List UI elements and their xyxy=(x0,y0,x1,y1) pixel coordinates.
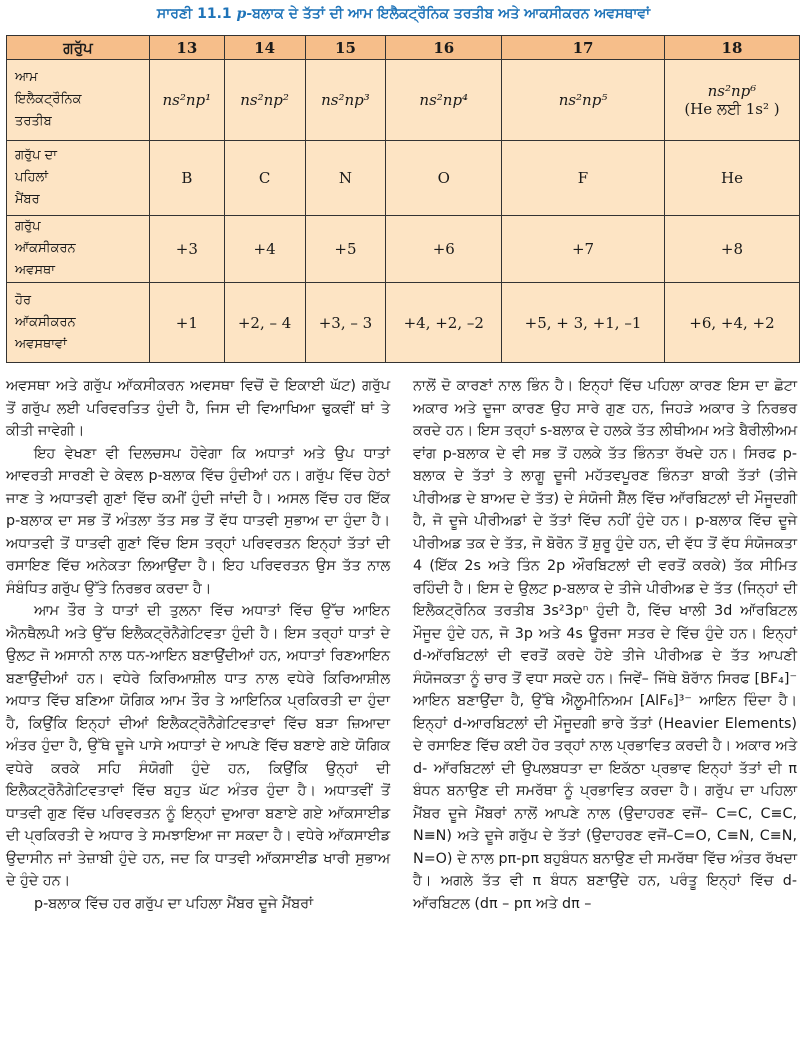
row-label xyxy=(7,60,150,141)
header-group-14: 14 xyxy=(224,36,305,60)
table-row-electronic-config xyxy=(7,60,800,141)
right-text-column xyxy=(413,375,797,915)
header-group-17: 17 xyxy=(502,36,665,60)
row-label-line: ਪਹਿਲਾਂ xyxy=(15,170,49,185)
row-label-line: ਆੱਕਸੀਕਰਨ xyxy=(15,241,76,256)
left-text-column xyxy=(6,375,390,915)
paragraph: ਅਵਸਥਾ ਅਤੇ ਗਰੁੱਪ ਆੱਕਸੀਕਰਨ ਅਵਸਥਾ ਵਿਚੋਂ ਦੋ ਇਕਾਈ ਘੱਟ) ਗਰੁੱਪ ਤੋਂ ਗਰੁੱਪ ਲਈ ਪਰਿਵਰਤਿਤ ਹੁੰਦੀ ਹੈ, ਜਿਸ ਦੀ ਵਿਆਖਿਆ ਢੁਕਵੀਂ ਥਾਂ ਤੇ ਕੀਤੀ ਜਾਵੇਗੀ। xyxy=(6,378,390,439)
header-group-label: ਗਰੁੱਪ xyxy=(7,36,150,60)
table-header-row xyxy=(7,36,800,60)
table-cell: ns²np² xyxy=(224,60,305,141)
table-cell: B xyxy=(150,141,225,216)
header-group-18: 18 xyxy=(664,36,799,60)
table-row-first-member xyxy=(7,141,800,216)
row-label-line: ਤਰਤੀਬ xyxy=(15,114,52,129)
table-cell: C xyxy=(224,141,305,216)
table-cell xyxy=(664,60,799,141)
table-cell: +3 xyxy=(150,216,225,283)
table-cell: +3, – 3 xyxy=(305,283,386,363)
row-label-line: ਗਰੁੱਪ ਦਾ xyxy=(15,148,57,163)
header-group-15: 15 xyxy=(305,36,386,60)
paragraph: ਨਾਲੋਂ ਦੋ ਕਾਰਣਾਂ ਨਾਲ ਭਿੰਨ ਹੈ। ਇਨ੍ਹਾਂ ਵਿੱਚ ਪਹਿਲਾ ਕਾਰਣ ਇਸ ਦਾ ਛੋਟਾ ਅਕਾਰ ਅਤੇ ਦੂਜਾ ਕਾਰਣ ਉਹ ਸਾਰੇ ਗੁਣ ਹਨ, ਜਿਹੜੇ ਅਕਾਰ ਤੇ ਨਿਰਭਰ ਕਰਦੇ ਹਨ। ਇਸ ਤਰ੍ਹਾਂ s-ਬਲਾਕ ਦੇ ਹਲਕੇ ਤੱਤ ਲੀਥੀਅਮ ਅਤੇ ਬੈਰੀਲੀਅਮ ਵਾਂਗ p-ਬਲਾਕ ਦੇ ਵੀ ਸਭ ਤੋਂ ਹਲਕੇ ਤੱਤ ਭਿੰਨਤਾ ਰੱਖਦੇ ਹਨ। ਸਿਰਫ p-ਬਲਾਕ ਦੇ ਤੱਤਾਂ ਤੇ ਲਾਗੂ ਦੂਜੀ ਮਹੱਤਵਪੂਰਣ ਭਿੰਨਤਾ ਬਾਕੀ ਤੱਤਾਂ (ਤੀਜੇ ਪੀਰੀਅਡ ਦੇ ਬਾਅਦ ਦੇ ਤੱਤ) ਦੇ ਸੰਯੋਜੀ ਸ਼ੈੱਲ ਵਿੱਚ ਆੱਰਬਿਟਲਾਂ ਦੀ ਮੌਜੂਦਗੀ ਹੈ, ਜੋ ਦੂਜੇ ਪੀਰੀਅਡਾਂ ਦੇ ਤੱਤਾਂ ਵਿੱਚ ਨਹੀਂ ਹੁੰਦੇ ਹਨ। p-ਬਲਾਕ ਵਿੱਚ ਦੂਜੇ ਪੀਰੀਅਡ ਤਕ ਦੇ ਤੱਤ, ਜੋ ਬੋਰੋਨ ਤੋਂ ਸ਼ੁਰੂ ਹੁੰਦੇ ਹਨ, ਦੀ ਵੱਧ ਤੋਂ ਵੱਧ ਸੰਯੋਜਕਤਾ 4 (ਇੱਕ 2s ਅਤੇ ਤਿੰਨ 2p ਔਰਬਿਟਲਾਂ ਦੀ ਵਰਤੋਂ ਕਰਕੇ) ਤੱਕ ਸੀਮਿਤ ਰਹਿੰਦੀ ਹੈ। ਇਸ ਦੇ ਉਲਟ p-ਬਲਾਕ ਦੇ ਤੀਜੇ ਪੀਰੀਅਡ ਦੇ ਤੱਤ (ਜਿਨ੍ਹਾਂ ਦੀ ਇਲੈਕਟ੍ਰੋਨਿਕ ਤਰਤੀਬ 3s²3pⁿ ਹੁੰਦੀ ਹੈ, ਵਿੱਚ ਖਾਲੀ 3d ਆੱਰਬਿਟਲ ਮੌਜੂਦ ਹੁੰਦੇ ਹਨ, ਜੋ 3p ਅਤੇ 4s ਊਰਜਾ ਸਤਰ ਦੇ ਵਿੱਚ ਹੁੰਦੇ ਹਨ। ਇਨ੍ਹਾਂ d-ਆੱਰਬਿਟਲਾਂ ਦੀ ਵਰਤੋਂ ਕਰਦੇ ਹੋਏ ਤੀਜੇ ਪੀਰੀਅਡ ਦੇ ਤੱਤ ਆਪਣੀ ਸੰਯੋਜਕਤਾ ਨੂੰ ਚਾਰ ਤੋਂ ਵਧਾ ਸਕਦੇ ਹਨ। ਜਿਵੇਂ– ਜਿੱਥੇ ਬੋਰਾੱਨ ਸਿਰਫ [BF₄]⁻ ਆਇਨ ਬਣਾਉਂਦਾ ਹੈ, ਉੱਥੇ ਐਲੂਮੀਨਿਅਮ [AlF₆]³⁻ ਆਇਨ ਦਿੰਦਾ ਹੈ। ਇਨ੍ਹਾਂ d-ਆਰਬਿਟਲਾਂ ਦੀ ਮੌਜੂਦਗੀ ਭਾਰੇ ਤੱਤਾਂ (Heavier Elements) ਦੇ ਰਸਾਇਣ ਵਿੱਚ ਕਈ ਹੋਰ ਤਰ੍ਹਾਂ ਨਾਲ ਪ੍ਰਭਾਵਿਤ ਕਰਦੀ ਹੈ। ਅਕਾਰ ਅਤੇ d- ਆੱਰਬਿਟਲਾਂ ਦੀ ਉਪਲਬਧਤਾ ਦਾ ਇਕੱਠਾ ਪ੍ਰਭਾਵ ਇਨ੍ਹਾਂ ਤੱਤਾਂ ਦੀ π ਬੰਧਨ ਬਨਾਉਣ ਦੀ ਸਮਰੱਥਾ ਨੂੰ ਪ੍ਰਭਾਵਿਤ ਕਰਦਾ ਹੈ। ਗਰੁੱਪ ਦਾ ਪਹਿਲਾ ਮੈਂਬਰ ਦੂਜੇ ਮੈਂਬਰਾਂ ਨਾਲੋਂ ਆਪਣੇ ਨਾਲ (ਉਦਾਹਰਣ ਵਜੋਂ– C=C, C≡C, N≡N) ਅਤੇ ਦੂਜੇ ਗਰੁੱਪ ਦੇ ਤੱਤਾਂ (ਉਦਾਹਰਣ ਵਜੋਂ–C=O, C≡N, C≡N, N=O) ਦੇ ਨਾਲ pπ-pπ ਬਹੁਬੰਧਨ ਬਨਾਉਣ ਦੀ ਸਮਰੱਥਾ ਵਿੱਚ ਅੰਤਰ ਰੱਖਦਾ ਹੈ। ਅਗਲੇ ਤੱਤ ਵੀ π ਬੰਧਨ ਬਣਾਉਂਦੇ ਹਨ, ਪਰੰਤੂ ਇਨ੍ਹਾਂ ਵਿੱਚ d-ਆੱਰਬਿਟਲ (dπ – pπ ਅਤੇ dπ – xyxy=(413,378,797,912)
row-label xyxy=(7,216,150,283)
row-label xyxy=(7,141,150,216)
header-group-13: 13 xyxy=(150,36,225,60)
table-cell: He xyxy=(664,141,799,216)
table-cell: +5, + 3, +1, –1 xyxy=(502,283,665,363)
table-cell: +6 xyxy=(386,216,502,283)
table-cell: ns²np⁴ xyxy=(386,60,502,141)
config-value: ns²np⁶ xyxy=(707,82,757,100)
table-cell: ns²np⁵ xyxy=(502,60,665,141)
row-label-line: ਹੋਰ xyxy=(15,292,32,308)
row-label xyxy=(7,283,150,363)
caption-label: ਸਾਰਣੀ 11.1 xyxy=(156,6,232,22)
table-cell: ns²np¹ xyxy=(150,60,225,141)
table-cell: +5 xyxy=(305,216,386,283)
caption-italic-term: p- xyxy=(236,6,253,22)
row-label-line: ਆਮ xyxy=(15,70,38,85)
table-row-other-oxidation-states xyxy=(7,283,800,363)
row-label-line: ਇਲੈਕਟ੍ਰੌਨਿਕ xyxy=(15,92,82,107)
table-row-group-oxidation-state xyxy=(7,216,800,283)
paragraph: ਇਹ ਵੇਖਣਾ ਵੀ ਦਿਲਚਸਪ ਹੋਵੇਗਾ ਕਿ ਅਧਾਤਾਂ ਅਤੇ ਉਪ ਧਾਤਾਂ ਆਵਰਤੀ ਸਾਰਣੀ ਦੇ ਕੇਵਲ p-ਬਲਾਕ ਵਿੱਚ ਹੁੰਦੀਆਂ ਹਨ। ਗਰੁੱਪ ਵਿੱਚ ਹੇਠਾਂ ਜਾਣ ਤੇ ਅਧਾਤਵੀ ਗੁਣਾਂ ਵਿੱਚ ਕਮੀਂ ਹੁੰਦੀ ਜਾਂਦੀ ਹੈ। ਅਸਲ ਵਿੱਚ ਹਰ ਇੱਕ p-ਬਲਾਕ ਦਾ ਸਭ ਤੋਂ ਅੰਤਲਾ ਤੱਤ ਸਭ ਤੋਂ ਵੱਧ ਧਾਤਵੀ ਸੁਭਾਅ ਦਾ ਹੁੰਦਾ ਹੈ। ਅਧਾਤਵੀ ਤੋਂ ਧਾਤਵੀ ਗੁਣਾਂ ਵਿੱਚ ਇਸ ਤਰ੍ਹਾਂ ਪਰਿਵਰਤਨ ਇਨ੍ਹਾਂ ਤੱਤਾਂ ਦੀ ਰਸਾਇਣ ਵਿੱਚ ਅਨੇਕਤਾ ਲਿਆਉਂਦਾ ਹੈ। ਇਹ ਪਰਿਵਰਤਨ ਉਸ ਤੱਤ ਨਾਲ ਸੰਬੰਧਿਤ ਗਰੁੱਪ ਉੱਤੇ ਨਿਰਭਰ ਕਰਦਾ ਹੈ। xyxy=(6,445,390,597)
row-label-line: ਗਰੁੱਪ xyxy=(15,219,41,234)
p-block-table xyxy=(6,35,800,363)
table-caption xyxy=(0,6,807,22)
helium-note: (He ਲਈ 1s² ) xyxy=(684,100,780,118)
table-cell: +7 xyxy=(502,216,665,283)
table-cell: N xyxy=(305,141,386,216)
header-group-16: 16 xyxy=(386,36,502,60)
table-cell: +4 xyxy=(224,216,305,283)
row-label-line: ਅਵਸਥਾਵਾਂ xyxy=(15,336,67,352)
paragraph: p-ਬਲਾਕ ਵਿੱਚ ਹਰ ਗਰੁੱਪ ਦਾ ਪਹਿਲਾ ਮੈਂਬਰ ਦੂਜੇ ਮੈਂਬਰਾਂ xyxy=(34,895,314,912)
row-label-line: ਆੱਕਸੀਕਰਨ xyxy=(15,314,76,330)
paragraph: ਆਮ ਤੌਰ ਤੇ ਧਾਤਾਂ ਦੀ ਤੁਲਨਾ ਵਿੱਚ ਅਧਾਤਾਂ ਵਿੱਚ ਉੱਚ ਆਇਨ ਐਨਥੈਲਪੀ ਅਤੇ ਉੱਚ ਇਲੈਕਟ੍ਰੋਨੈਗੇਟਿਵਤਾ ਹੁੰਦੀ ਹੈ। ਇਸ ਤਰ੍ਹਾਂ ਧਾਤਾਂ ਦੇ ਉਲਟ ਜੋ ਅਸਾਨੀ ਨਾਲ ਧਨ-ਆਇਨ ਬਣਾਉਂਦੀਆਂ ਹਨ, ਅਧਾਤਾਂ ਰਿਣਆਇਨ ਬਣਾਉਂਦੀਆਂ ਹਨ। ਵਧੇਰੇ ਕਿਰਿਆਸ਼ੀਲ ਧਾਤ ਨਾਲ ਵਧੇਰੇ ਕਿਰਿਆਸ਼ੀਲ ਅਧਾਤ ਵਿੱਚ ਬਣਿਆ ਯੋਗਿਕ ਆਮ ਤੌਰ ਤੇ ਆਇਨਿਕ ਪ੍ਰਕਿਰਤੀ ਦਾ ਹੁੰਦਾ ਹੈ, ਕਿਉਂਕਿ ਇਨ੍ਹਾਂ ਦੀਆਂ ਇਲੈਕਟ੍ਰੋਨੈਗੇਟਿਵਤਾਵਾਂ ਵਿੱਚ ਬੜਾ ਜ਼ਿਆਦਾ ਅੰਤਰ ਹੁੰਦਾ ਹੈ, ਉੱਥੇ ਦੂਜੇ ਪਾਸੇ ਅਧਾਤਾਂ ਦੇ ਆਪਣੇ ਵਿੱਚ ਬਣਾਏ ਗਏ ਯੋਗਿਕ ਵਧੇਰੇ ਕਰਕੇ ਸਹਿ ਸੰਯੋਗੀ ਹੁੰਦੇ ਹਨ, ਕਿਉਂਕਿ ਉਨ੍ਹਾਂ ਦੀ ਇਲੈਕਟ੍ਰੋਨੈਗੇਟਿਵਤਾਵਾਂ ਵਿੱਚ ਬਹੁਤ ਘੱਟ ਅੰਤਰ ਹੁੰਦਾ ਹੈ। ਅਧਾਤਵੀਂ ਤੋਂ ਧਾਤਵੀ ਗੁਣ ਵਿੱਚ ਪਰਿਵਰਤਨ ਨੂੰ ਇਨ੍ਹਾਂ ਦੁਆਰਾ ਬਣਾਏ ਗਏ ਆੱਕਸਾਈਡ ਦੀ ਪ੍ਰਕਿਰਤੀ ਦੇ ਅਧਾਰ ਤੇ ਸਮਝਾਇਆ ਜਾ ਸਕਦਾ ਹੈ। ਵਧੇਰੇ ਆੱਕਸਾਈਡ ਉਦਾਸੀਨ ਜਾਂ ਤੇਜ਼ਾਬੀ ਹੁੰਦੇ ਹਨ, ਜਦ ਕਿ ਧਾਤਵੀ ਆੱਕਸਾਈਡ ਖਾਰੀ ਸੁਭਾਅ ਦੇ ਹੁੰਦੇ ਹਨ। xyxy=(6,603,390,889)
table-cell: +6, +4, +2 xyxy=(664,283,799,363)
table-cell: ns²np³ xyxy=(305,60,386,141)
table-cell: +1 xyxy=(150,283,225,363)
caption-text: ਬਲਾਕ ਦੇ ਤੱਤਾਂ ਦੀ ਆਮ ਇਲੈਕਟ੍ਰੌਨਿਕ ਤਰਤੀਬ ਅਤੇ ਆਕਸੀਕਰਨ ਅਵਸਥਾਵਾਂ xyxy=(252,6,651,22)
table-cell: +2, – 4 xyxy=(224,283,305,363)
row-label-line: ਅਵਸਥਾ xyxy=(15,263,55,278)
row-label-line: ਮੈਂਬਰ xyxy=(15,192,40,207)
table-cell: +4, +2, –2 xyxy=(386,283,502,363)
table-cell: F xyxy=(502,141,665,216)
table-cell: +8 xyxy=(664,216,799,283)
table-cell: O xyxy=(386,141,502,216)
